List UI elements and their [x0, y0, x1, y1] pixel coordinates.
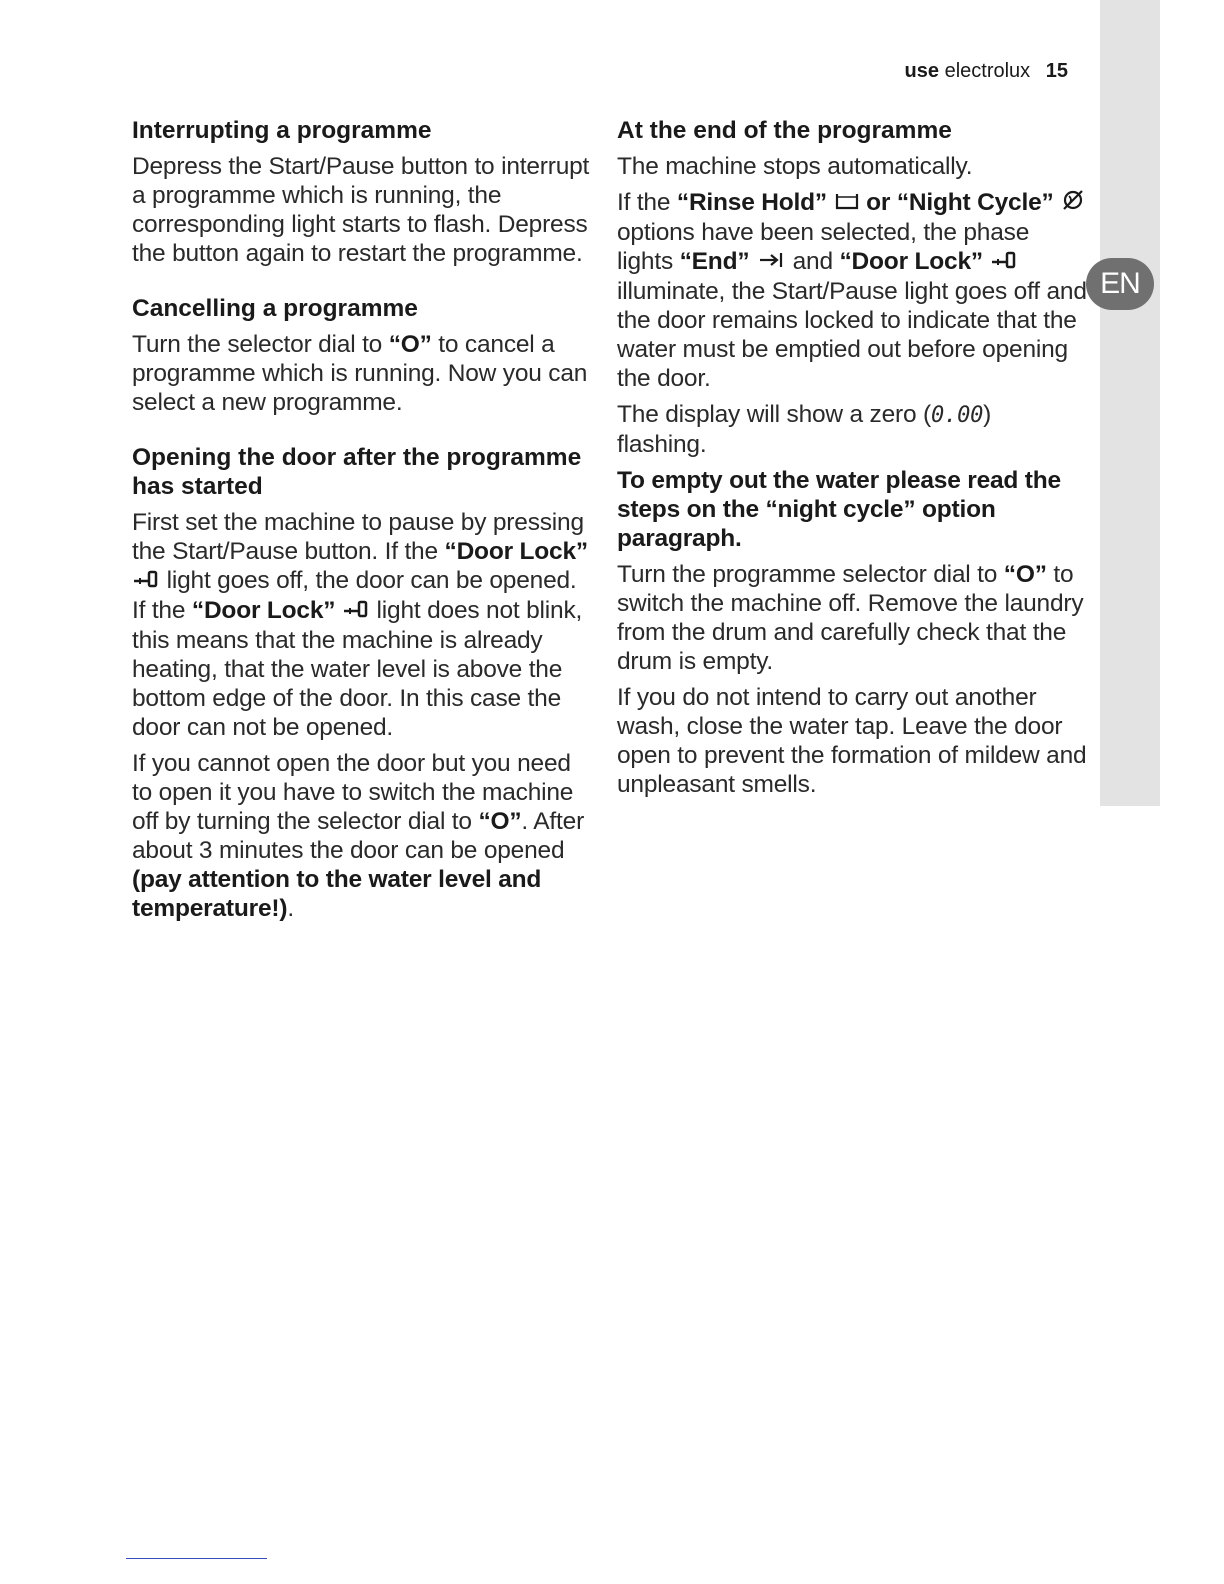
page-number: 15 — [1045, 60, 1068, 82]
language-badge: EN — [1086, 258, 1154, 310]
footer-rule — [126, 1558, 267, 1559]
para-close-tap: If you do not intend to carry out another wash, close the water tap. Leave the door open to prevent the formation of mildew and unpleasant smells. — [617, 684, 1087, 799]
para-display-zero: The display will show a zero (0.00) flashing. — [617, 401, 992, 459]
para-cancelling: Turn the selector dial to “O” to cancel a programme which is running. Now you can select a new programme. — [132, 331, 588, 416]
left-column — [132, 116, 592, 930]
para-rinse-hold: If the “Rinse Hold” or “Night Cycle” options have been selected, the phase lights “End” and “Door Lock” illuminate, the Start/Pause light goes off and the door remains locked to indicate that the water must be emptied out before opening the door. — [617, 189, 1087, 393]
door-lock-icon — [132, 567, 160, 596]
heading-cancelling: Cancelling a programme — [132, 295, 418, 322]
door-lock-icon — [990, 248, 1018, 277]
page-header — [905, 60, 1068, 83]
end-icon — [756, 248, 786, 277]
right-column — [617, 116, 1087, 806]
para-interrupting: Depress the Start/Pause button to interrupt a programme which is running, the corresponding light starts to flash. Depress the button again to restart the programme. — [132, 153, 590, 267]
night-cycle-icon — [1060, 189, 1086, 218]
display-readout: 0.00 — [930, 403, 984, 429]
heading-interrupting: Interrupting a programme — [132, 117, 432, 144]
heading-opening-door: Opening the door after the programme has started — [132, 444, 582, 500]
para-stops-automatically: The machine stops automatically. — [617, 153, 973, 180]
para-opening-door: First set the machine to pause by pressing the Start/Pause button. If the “Door Lock” light goes off, the door can be opened. If the “Door Lock” light does not blink, this means that the machine is already heating, that the water level is above the bottom edge of the door. In this case the door can not be opened. — [132, 509, 588, 742]
side-tab — [1100, 0, 1160, 806]
para-turn-selector: Turn the programme selector dial to “O” to switch the machine off. Remove the laundry from the drum and carefully check that the drum is empty. — [617, 561, 1084, 676]
para-cannot-open: If you cannot open the door but you need to open it you have to switch the machine off by turning the selector dial to “O”. After about 3 minutes the door can be opened (pay attention to the water level and temperature!). — [132, 750, 585, 923]
header-brand: electrolux — [944, 60, 1031, 82]
heading-end-of-programme: At the end of the programme — [617, 117, 952, 144]
rinse-hold-icon — [834, 189, 860, 218]
header-use: use — [904, 60, 940, 82]
door-lock-icon — [342, 597, 370, 626]
para-empty-water: To empty out the water please read the steps on the “night cycle” option paragraph. — [617, 467, 1061, 553]
